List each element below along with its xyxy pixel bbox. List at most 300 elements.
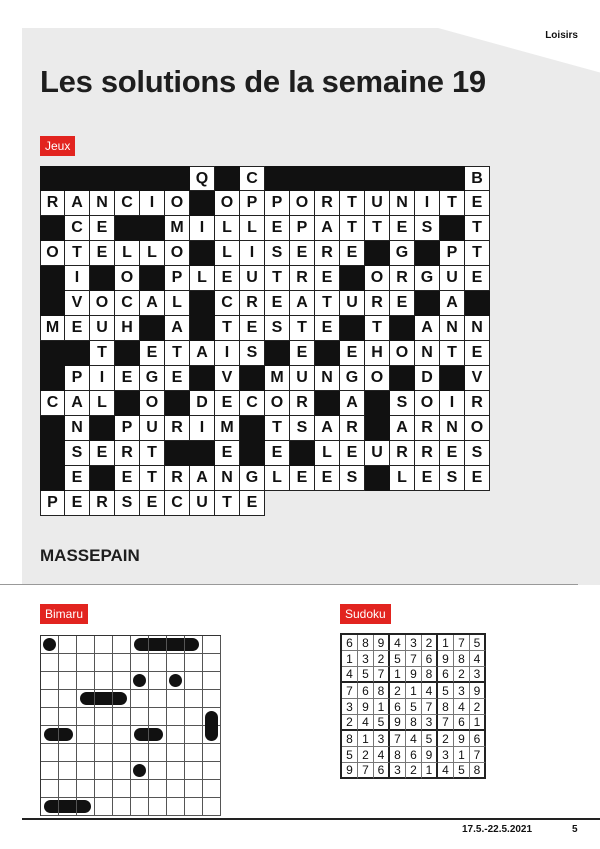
- bimaru-water-cell: [59, 636, 77, 654]
- sudoku-cell: 6: [438, 667, 454, 683]
- crossword-letter-cell: O: [90, 291, 115, 316]
- bimaru-water-cell: [95, 744, 113, 762]
- bimaru-water-cell: [59, 672, 77, 690]
- sudoku-cell: 5: [358, 667, 374, 683]
- sudoku-cell: 3: [374, 731, 390, 747]
- crossword-letter-cell: C: [115, 291, 140, 316]
- bimaru-water-cell: [41, 690, 59, 708]
- bimaru-water-cell: [131, 780, 149, 798]
- crossword-letter-cell: E: [65, 316, 90, 341]
- crossword-letter-cell: N: [90, 191, 115, 216]
- crossword-letter-cell: H: [365, 341, 390, 366]
- crossword-letter-cell: R: [415, 416, 440, 441]
- bimaru-water-cell: [185, 672, 203, 690]
- crossword-letter-cell: S: [440, 466, 465, 491]
- sudoku-cell: 2: [406, 763, 422, 779]
- bimaru-ship-segment: [149, 638, 166, 651]
- crossword-letter-cell: S: [265, 241, 290, 266]
- crossword-letter-cell: A: [140, 291, 165, 316]
- crossword-black-cell: [90, 166, 115, 191]
- bimaru-water-cell: [203, 636, 221, 654]
- bimaru-ship-segment: [44, 728, 58, 741]
- sudoku-cell: 2: [422, 635, 438, 651]
- crossword-letter-cell: E: [215, 266, 240, 291]
- sudoku-cell: 2: [470, 699, 486, 715]
- sudoku-cell: 5: [454, 763, 470, 779]
- crossword-letter-cell: R: [40, 191, 65, 216]
- crossword-letter-cell: E: [215, 391, 240, 416]
- crossword-letter-cell: S: [290, 416, 315, 441]
- bimaru-water-cell: [77, 726, 95, 744]
- crossword-letter-cell: R: [390, 441, 415, 466]
- bimaru-water-cell: [59, 780, 77, 798]
- crossword-letter-cell: O: [140, 391, 165, 416]
- crossword-black-cell: [90, 466, 115, 491]
- crossword-black-cell: [90, 416, 115, 441]
- crossword-letter-cell: N: [440, 416, 465, 441]
- crossword-black-cell: [440, 166, 465, 191]
- bimaru-ship-cell: [131, 762, 149, 780]
- bimaru-ship-cell: [41, 636, 59, 654]
- crossword-black-cell: [465, 291, 490, 316]
- sudoku-cell: 1: [422, 763, 438, 779]
- crossword-letter-cell: T: [465, 241, 490, 266]
- bimaru-water-cell: [95, 654, 113, 672]
- bimaru-ship-cell: [131, 636, 149, 654]
- crossword-letter-cell: A: [65, 191, 90, 216]
- sudoku-tag: Sudoku: [340, 604, 391, 624]
- crossword-empty-space: [440, 491, 465, 516]
- crossword-black-cell: [240, 441, 265, 466]
- bimaru-water-cell: [167, 744, 185, 762]
- sudoku-cell: 5: [438, 683, 454, 699]
- crossword-letter-cell: E: [340, 441, 365, 466]
- crossword-letter-cell: I: [240, 241, 265, 266]
- sudoku-cell: 1: [438, 635, 454, 651]
- bimaru-ship-cell: [95, 690, 113, 708]
- bimaru-water-cell: [185, 762, 203, 780]
- crossword-black-cell: [265, 341, 290, 366]
- crossword-black-cell: [115, 391, 140, 416]
- crossword-letter-cell: N: [465, 316, 490, 341]
- crossword-black-cell: [40, 216, 65, 241]
- crossword-letter-cell: R: [315, 241, 340, 266]
- sudoku-cell: 3: [470, 667, 486, 683]
- crossword-letter-cell: T: [165, 341, 190, 366]
- crossword-letter-cell: L: [90, 391, 115, 416]
- crossword-letter-cell: A: [415, 316, 440, 341]
- crossword-letter-cell: V: [65, 291, 90, 316]
- bimaru-water-cell: [113, 726, 131, 744]
- bimaru-water-cell: [41, 672, 59, 690]
- crossword-black-cell: [190, 241, 215, 266]
- crossword-letter-cell: R: [465, 391, 490, 416]
- crossword-letter-cell: E: [240, 491, 265, 516]
- bimaru-water-cell: [113, 762, 131, 780]
- crossword-letter-cell: L: [115, 241, 140, 266]
- crossword-letter-cell: B: [465, 166, 490, 191]
- sudoku-cell: 1: [406, 683, 422, 699]
- crossword-letter-cell: P: [115, 416, 140, 441]
- bimaru-ship-segment: [149, 728, 163, 741]
- sudoku-cell: 7: [454, 635, 470, 651]
- crossword-letter-cell: E: [315, 266, 340, 291]
- crossword-black-cell: [390, 316, 415, 341]
- sudoku-cell: 9: [358, 699, 374, 715]
- crossword-black-cell: [440, 366, 465, 391]
- sudoku-puzzle: [340, 633, 486, 779]
- bimaru-water-cell: [167, 726, 185, 744]
- bimaru-water-cell: [203, 690, 221, 708]
- sudoku-cell: 4: [374, 747, 390, 763]
- crossword-letter-cell: E: [240, 316, 265, 341]
- crossword-letter-cell: L: [240, 216, 265, 241]
- crossword-letter-cell: R: [315, 191, 340, 216]
- crossword-letter-cell: R: [290, 391, 315, 416]
- crossword-letter-cell: E: [140, 491, 165, 516]
- bimaru-submarine: [133, 674, 146, 687]
- crossword-letter-cell: G: [415, 266, 440, 291]
- bimaru-water-cell: [131, 690, 149, 708]
- crossword-letter-cell: O: [365, 266, 390, 291]
- bimaru-water-cell: [95, 708, 113, 726]
- crossword-letter-cell: E: [340, 341, 365, 366]
- crossword-letter-cell: A: [190, 466, 215, 491]
- sudoku-cell: 4: [406, 731, 422, 747]
- bimaru-ship-segment: [44, 800, 58, 813]
- sudoku-cell: 8: [390, 747, 406, 763]
- sudoku-cell: 8: [454, 651, 470, 667]
- bimaru-ship-cell: [203, 708, 221, 726]
- crossword-letter-cell: A: [340, 391, 365, 416]
- sudoku-cell: 8: [406, 715, 422, 731]
- bimaru-ship-cell: [149, 726, 167, 744]
- sudoku-cell: 4: [422, 683, 438, 699]
- footer-date: 17.5.-22.5.2021: [462, 824, 533, 835]
- sudoku-cell: 4: [470, 651, 486, 667]
- crossword-letter-cell: A: [190, 341, 215, 366]
- crossword-letter-cell: E: [290, 466, 315, 491]
- crossword-empty-space: [415, 491, 440, 516]
- crossword-black-cell: [165, 166, 190, 191]
- bimaru-ship-cell: [59, 798, 77, 816]
- sudoku-cell: 4: [390, 635, 406, 651]
- bimaru-water-cell: [113, 780, 131, 798]
- crossword-black-cell: [140, 266, 165, 291]
- sudoku-cell: 9: [406, 667, 422, 683]
- crossword-letter-cell: I: [140, 191, 165, 216]
- crossword-black-cell: [415, 241, 440, 266]
- bimaru-tag: Bimaru: [40, 604, 88, 624]
- crossword-letter-cell: M: [215, 416, 240, 441]
- sudoku-cell: 2: [342, 715, 358, 731]
- bimaru-water-cell: [77, 672, 95, 690]
- crossword-letter-cell: T: [365, 216, 390, 241]
- crossword-letter-cell: E: [265, 291, 290, 316]
- sudoku-cell: 5: [390, 651, 406, 667]
- bimaru-ship-segment: [59, 800, 76, 813]
- crossword-empty-space: [290, 491, 315, 516]
- sudoku-cell: 5: [342, 747, 358, 763]
- crossword-letter-cell: S: [65, 441, 90, 466]
- crossword-letter-cell: L: [265, 466, 290, 491]
- bimaru-water-cell: [131, 744, 149, 762]
- crossword-letter-cell: O: [365, 366, 390, 391]
- crossword-black-cell: [365, 241, 390, 266]
- crossword-letter-cell: C: [115, 191, 140, 216]
- sudoku-cell: 6: [470, 731, 486, 747]
- bimaru-water-cell: [185, 708, 203, 726]
- bimaru-water-cell: [113, 708, 131, 726]
- section-label: Loisirs: [545, 30, 578, 41]
- crossword-letter-cell: L: [215, 216, 240, 241]
- bimaru-water-cell: [203, 744, 221, 762]
- crossword-letter-cell: E: [465, 466, 490, 491]
- crossword-letter-cell: I: [415, 191, 440, 216]
- bimaru-water-cell: [95, 780, 113, 798]
- crossword-letter-cell: O: [215, 191, 240, 216]
- bimaru-ship-cell: [167, 636, 185, 654]
- crossword-letter-cell: C: [40, 391, 65, 416]
- crossword-letter-cell: P: [265, 191, 290, 216]
- crossword-letter-cell: T: [140, 441, 165, 466]
- crossword-letter-cell: N: [440, 316, 465, 341]
- crossword-black-cell: [140, 216, 165, 241]
- bimaru-water-cell: [113, 798, 131, 816]
- crossword-letter-cell: R: [340, 416, 365, 441]
- bimaru-water-cell: [149, 762, 167, 780]
- crossword-letter-cell: E: [65, 466, 90, 491]
- bimaru-water-cell: [41, 780, 59, 798]
- bimaru-water-cell: [41, 762, 59, 780]
- bimaru-water-cell: [59, 762, 77, 780]
- crossword-black-cell: [40, 441, 65, 466]
- bimaru-submarine: [169, 674, 182, 687]
- crossword-letter-cell: C: [240, 166, 265, 191]
- crossword-letter-cell: E: [265, 216, 290, 241]
- crossword-letter-cell: D: [415, 366, 440, 391]
- crossword-letter-cell: T: [65, 241, 90, 266]
- crossword-letter-cell: R: [115, 441, 140, 466]
- crossword-black-cell: [115, 216, 140, 241]
- crossword-letter-cell: E: [465, 341, 490, 366]
- sudoku-cell: 9: [470, 683, 486, 699]
- bimaru-water-cell: [203, 654, 221, 672]
- bimaru-ship-cell: [149, 636, 167, 654]
- crossword-black-cell: [40, 266, 65, 291]
- crossword-letter-cell: A: [290, 291, 315, 316]
- bimaru-ship-segment: [205, 711, 218, 726]
- crossword-letter-cell: E: [290, 241, 315, 266]
- sudoku-cell: 3: [406, 635, 422, 651]
- crossword-black-cell: [315, 391, 340, 416]
- crossword-letter-cell: E: [115, 466, 140, 491]
- crossword-letter-cell: E: [465, 191, 490, 216]
- sudoku-cell: 3: [422, 715, 438, 731]
- bimaru-ship-cell: [131, 672, 149, 690]
- bimaru-water-cell: [77, 762, 95, 780]
- crossword-black-cell: [215, 166, 240, 191]
- sudoku-cell: 8: [374, 683, 390, 699]
- crossword-letter-cell: Q: [190, 166, 215, 191]
- sudoku-cell: 5: [470, 635, 486, 651]
- bimaru-water-cell: [95, 672, 113, 690]
- jeux-tag: Jeux: [40, 136, 75, 156]
- sudoku-cell: 7: [406, 651, 422, 667]
- crossword-black-cell: [40, 366, 65, 391]
- bimaru-ship-segment: [185, 638, 199, 651]
- crossword-letter-cell: E: [390, 291, 415, 316]
- crossword-letter-cell: E: [90, 441, 115, 466]
- crossword-letter-cell: T: [440, 341, 465, 366]
- crossword-black-cell: [340, 316, 365, 341]
- crossword-letter-cell: M: [165, 216, 190, 241]
- crossword-letter-cell: D: [190, 391, 215, 416]
- bimaru-ship-cell: [59, 726, 77, 744]
- bimaru-ship-cell: [77, 690, 95, 708]
- crossword-empty-space: [315, 491, 340, 516]
- crossword-black-cell: [40, 291, 65, 316]
- sudoku-cell: 4: [454, 699, 470, 715]
- crossword-letter-cell: G: [340, 366, 365, 391]
- crossword-letter-cell: P: [240, 191, 265, 216]
- crossword-letter-cell: A: [315, 216, 340, 241]
- bimaru-water-cell: [113, 672, 131, 690]
- crossword-letter-cell: S: [115, 491, 140, 516]
- bimaru-water-cell: [167, 654, 185, 672]
- crossword-black-cell: [40, 466, 65, 491]
- crossword-letter-cell: T: [340, 191, 365, 216]
- crossword-letter-cell: O: [40, 241, 65, 266]
- crossword-letter-cell: T: [140, 466, 165, 491]
- page-number: 5: [572, 824, 578, 835]
- crossword-letter-cell: O: [165, 241, 190, 266]
- crossword-letter-cell: E: [415, 466, 440, 491]
- crossword-letter-cell: A: [315, 416, 340, 441]
- sudoku-cell: 4: [342, 667, 358, 683]
- crossword-letter-cell: L: [390, 466, 415, 491]
- crossword-letter-cell: R: [240, 291, 265, 316]
- crossword-black-cell: [365, 416, 390, 441]
- crossword-letter-cell: R: [165, 466, 190, 491]
- crossword-black-cell: [415, 166, 440, 191]
- crossword-letter-cell: U: [340, 291, 365, 316]
- crossword-black-cell: [240, 416, 265, 441]
- crossword-black-cell: [190, 191, 215, 216]
- bimaru-water-cell: [77, 654, 95, 672]
- bimaru-ship-segment: [113, 692, 127, 705]
- sudoku-cell: 6: [454, 715, 470, 731]
- crossword-black-cell: [190, 291, 215, 316]
- crossword-letter-cell: A: [165, 316, 190, 341]
- crossword-letter-cell: E: [140, 341, 165, 366]
- bimaru-water-cell: [149, 744, 167, 762]
- crossword-empty-space: [390, 491, 415, 516]
- crossword-answer: MASSEPAIN: [40, 546, 140, 565]
- crossword-letter-cell: T: [440, 191, 465, 216]
- crossword-letter-cell: T: [265, 416, 290, 441]
- crossword-letter-cell: O: [465, 416, 490, 441]
- sudoku-cell: 9: [454, 731, 470, 747]
- bimaru-ship-segment: [205, 726, 218, 741]
- crossword-letter-cell: I: [90, 366, 115, 391]
- crossword-letter-cell: E: [65, 491, 90, 516]
- crossword-empty-space: [365, 491, 390, 516]
- crossword-letter-cell: T: [340, 216, 365, 241]
- bimaru-ship-cell: [185, 636, 203, 654]
- crossword-letter-cell: T: [365, 316, 390, 341]
- sudoku-cell: 7: [342, 683, 358, 699]
- crossword-letter-cell: N: [415, 341, 440, 366]
- crossword-letter-cell: M: [40, 316, 65, 341]
- crossword-letter-cell: T: [215, 491, 240, 516]
- bimaru-water-cell: [185, 780, 203, 798]
- bimaru-ship-cell: [167, 672, 185, 690]
- page-title: Les solutions de la semaine 19: [40, 64, 486, 99]
- sudoku-cell: 2: [438, 731, 454, 747]
- crossword-letter-cell: O: [165, 191, 190, 216]
- crossword-letter-cell: U: [140, 416, 165, 441]
- bimaru-ship-segment: [134, 638, 148, 651]
- crossword-letter-cell: N: [390, 191, 415, 216]
- bimaru-water-cell: [167, 762, 185, 780]
- sudoku-cell: 1: [358, 731, 374, 747]
- sudoku-grid: [340, 633, 486, 779]
- sudoku-cell: 9: [422, 747, 438, 763]
- crossword-black-cell: [340, 266, 365, 291]
- crossword-letter-cell: T: [265, 266, 290, 291]
- sudoku-cell: 1: [454, 747, 470, 763]
- bimaru-ship-segment: [59, 728, 73, 741]
- sudoku-cell: 4: [438, 763, 454, 779]
- bimaru-water-cell: [149, 780, 167, 798]
- bimaru-water-cell: [149, 690, 167, 708]
- sudoku-cell: 7: [470, 747, 486, 763]
- crossword-grid: [40, 166, 490, 516]
- bimaru-water-cell: [77, 780, 95, 798]
- bimaru-ship-cell: [41, 726, 59, 744]
- crossword-black-cell: [240, 366, 265, 391]
- sudoku-cell: 6: [422, 651, 438, 667]
- crossword-letter-cell: E: [315, 466, 340, 491]
- crossword-letter-cell: V: [215, 366, 240, 391]
- bimaru-water-cell: [59, 690, 77, 708]
- crossword-letter-cell: I: [440, 391, 465, 416]
- sudoku-cell: 6: [374, 763, 390, 779]
- sudoku-cell: 4: [358, 715, 374, 731]
- crossword-letter-cell: G: [140, 366, 165, 391]
- crossword-letter-cell: E: [465, 266, 490, 291]
- bimaru-water-cell: [77, 636, 95, 654]
- crossword-black-cell: [340, 166, 365, 191]
- crossword-letter-cell: M: [265, 366, 290, 391]
- crossword-letter-cell: U: [190, 491, 215, 516]
- crossword-black-cell: [365, 391, 390, 416]
- crossword-black-cell: [40, 416, 65, 441]
- sudoku-cell: 5: [422, 731, 438, 747]
- crossword-letter-cell: E: [90, 241, 115, 266]
- crossword-letter-cell: T: [465, 216, 490, 241]
- crossword-letter-cell: U: [365, 191, 390, 216]
- bimaru-water-cell: [41, 654, 59, 672]
- crossword-black-cell: [90, 266, 115, 291]
- bimaru-ship-cell: [131, 726, 149, 744]
- crossword-letter-cell: I: [190, 416, 215, 441]
- crossword-letter-cell: E: [115, 366, 140, 391]
- sudoku-cell: 2: [374, 651, 390, 667]
- bimaru-water-cell: [185, 744, 203, 762]
- crossword-letter-cell: E: [265, 441, 290, 466]
